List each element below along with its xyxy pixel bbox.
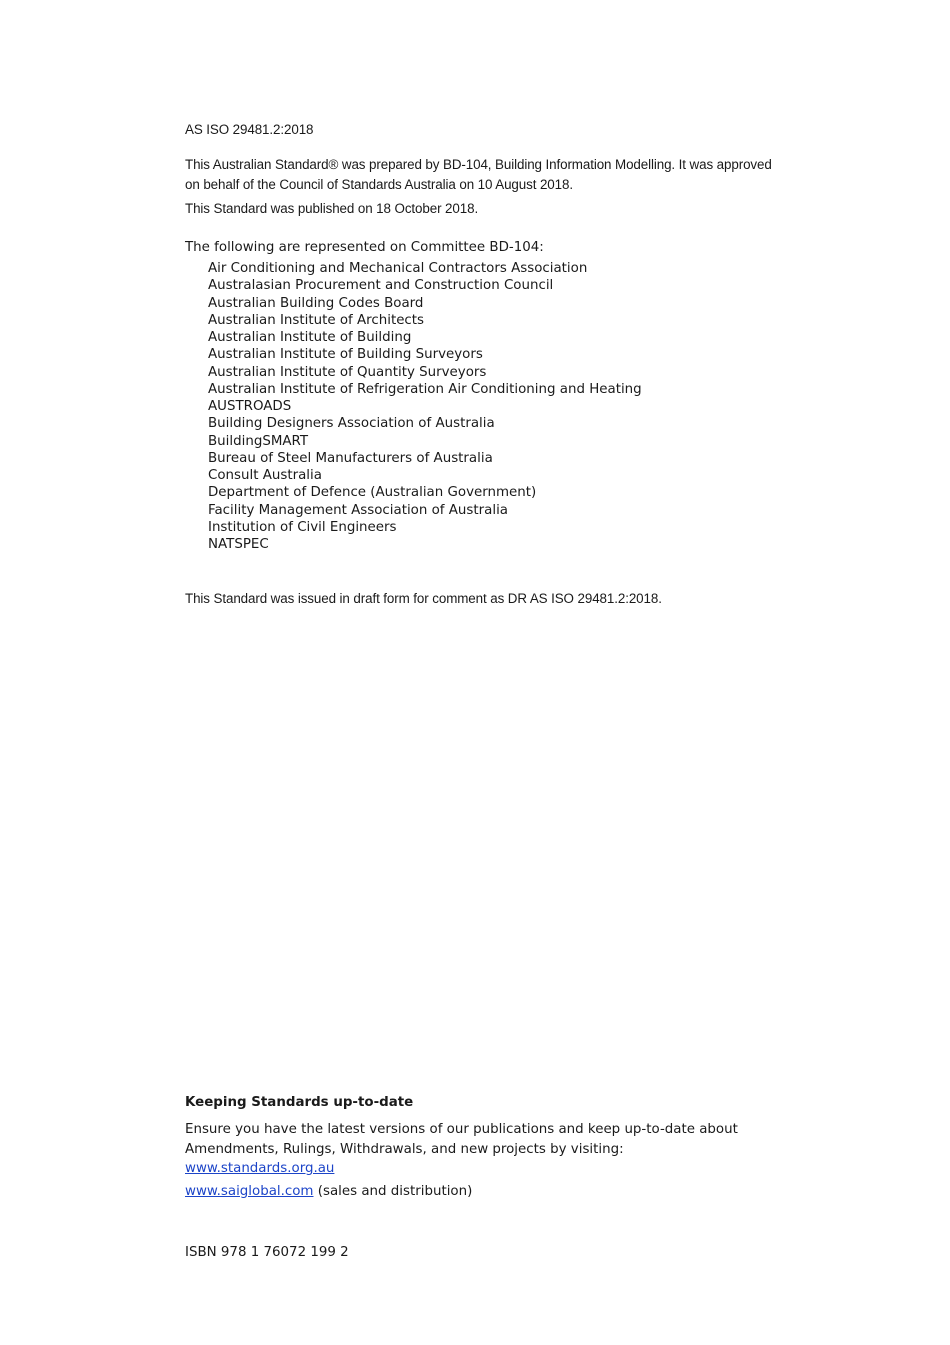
preparation-paragraph: This Australian Standard® was prepared by BD-104, Building Information Modelling. It was approved on behalf of the Council of Standards Australia on 10 August 2018. [185, 157, 772, 192]
saiglobal-line [185, 1184, 785, 1199]
committee-member-list [208, 260, 642, 553]
committee-member: Australian Institute of Quantity Surveyors [208, 364, 487, 380]
committee-member: Australian Institute of Refrigeration Air Conditioning and Heating [208, 381, 642, 397]
committee-member: Australian Institute of Architects [208, 312, 425, 328]
committee-member: Facility Management Association of Australia [208, 502, 508, 518]
committee-member: BuildingSMART [208, 433, 309, 449]
draft-note: This Standard was issued in draft form for comment as DR AS ISO 29481.2:2018. [185, 591, 662, 606]
keeping-standards-text: Ensure you have the latest versions of our publications and keep up-to-date about Amendments, Rulings, Withdrawals, and new projects by visiting: [185, 1122, 738, 1157]
committee-member: Institution of Civil Engineers [208, 519, 397, 535]
committee-member: NATSPEC [208, 537, 269, 552]
standards-website-link[interactable]: www.standards.org.au [185, 1161, 335, 1176]
publication-date-text: This Standard was published on 18 October 2018. [185, 201, 479, 216]
isbn-text: ISBN 978 1 76072 199 2 [185, 1245, 349, 1260]
saiglobal-suffix: (sales and distribution) [313, 1184, 473, 1199]
committee-member: Bureau of Steel Manufacturers of Australia [208, 450, 493, 466]
saiglobal-website-link[interactable]: www.saiglobal.com [185, 1184, 314, 1199]
committee-member: Building Designers Association of Australia [208, 416, 495, 432]
committee-member: Air Conditioning and Mechanical Contractors Association [208, 261, 588, 276]
document-id: AS ISO 29481.2:2018 [185, 122, 314, 137]
committee-member: Australian Building Codes Board [208, 295, 424, 311]
committee-member: Australasian Procurement and Construction Council [208, 278, 554, 294]
committee-member: Australian Institute of Building [208, 330, 412, 345]
committee-member: Australian Institute of Building Surveyors [208, 347, 483, 363]
keeping-standards-paragraph [185, 1120, 785, 1179]
committee-member: Consult Australia [208, 468, 322, 483]
committee-member: Department of Defence (Australian Government) [208, 485, 537, 501]
committee-member: AUSTROADS [208, 399, 292, 414]
committee-heading: The following are represented on Committee BD-104: [185, 240, 544, 255]
keeping-standards-heading: Keeping Standards up-to-date [185, 1095, 414, 1110]
